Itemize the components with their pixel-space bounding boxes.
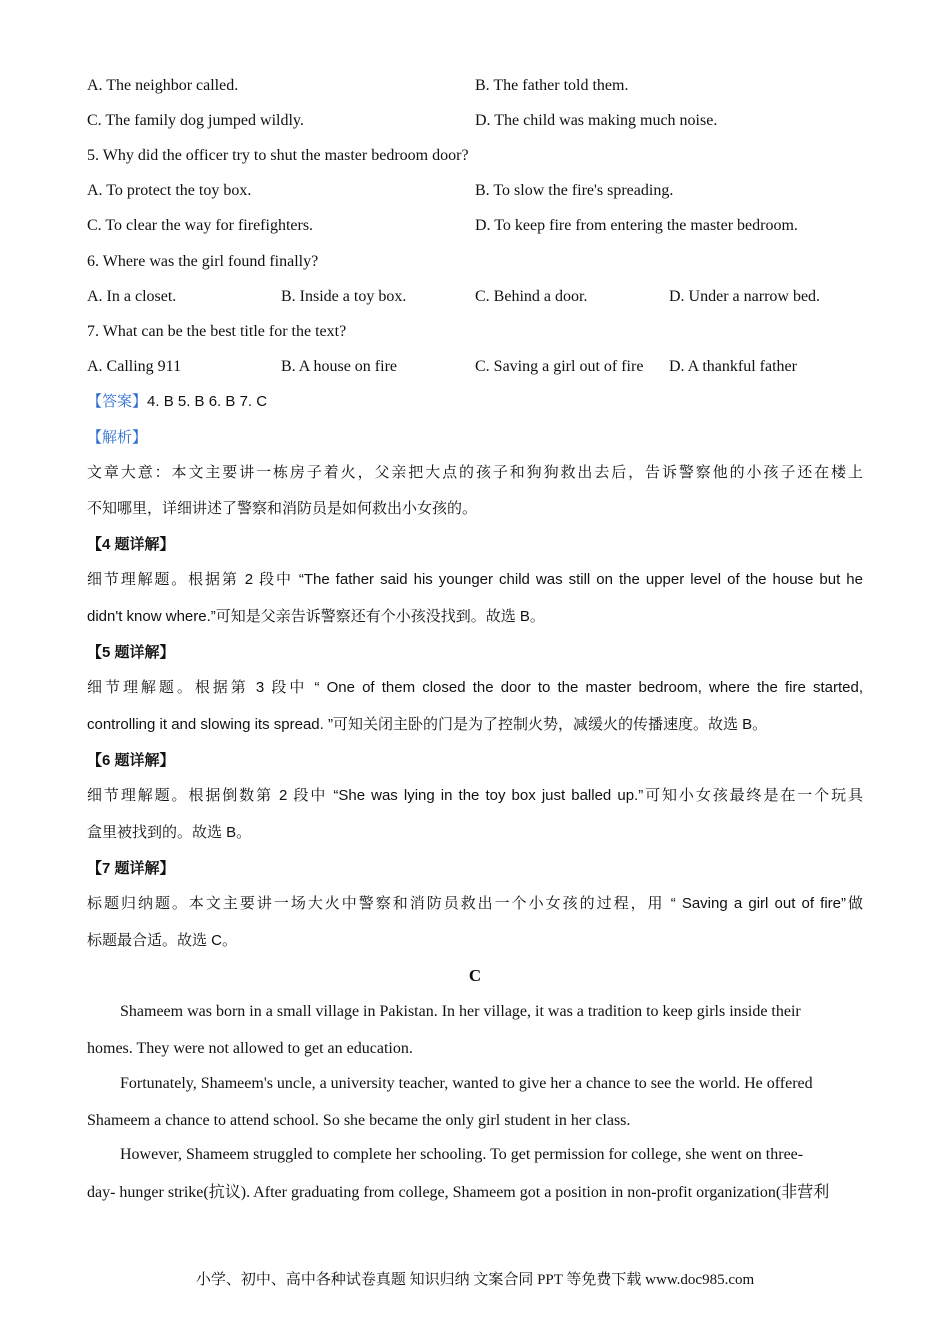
q4-option-a: A. The neighbor called. [87, 77, 239, 94]
q7-option-d: D. A thankful father [669, 358, 797, 375]
q7-explanation-title: 【7 题详解】 [87, 860, 175, 877]
q7-explanation-line-1: 标题归纳题。本文主要讲一场大火中警察和消防员救出一个小女孩的过程，用 “ Saving a girl out of fire”做 [87, 895, 863, 912]
q4-explanation-line-2: didn't know where.”可知是父亲告诉警察还有个小孩没找到。故选 B。 [87, 608, 545, 625]
passage-p1-line-2: homes. They were not allowed to get an education. [87, 1040, 413, 1057]
page-footer: 小学、初中、高中各种试卷真题 知识归纳 文案合同 PPT 等免费下载 www.doc985.com [195, 1272, 755, 1288]
q7-option-c: C. Saving a girl out of fire [475, 358, 644, 375]
q6-option-a: A. In a closet. [87, 288, 177, 305]
answer-label: 【答案】 [87, 393, 148, 410]
passage-p2-line-1: Fortunately, Shameem's uncle, a university teacher, wanted to give her a chance to see the world. He offered [120, 1075, 813, 1092]
q6-explanation-title: 【6 题详解】 [87, 752, 175, 769]
q4-option-b: B. The father told them. [475, 77, 629, 94]
q7-question: 7. What can be the best title for the text? [87, 323, 347, 340]
q7-option-a: A. Calling 911 [87, 358, 182, 375]
q4-explanation-title: 【4 题详解】 [87, 536, 175, 553]
q6-option-c: C. Behind a door. [475, 288, 588, 305]
q5-explanation-title: 【5 题详解】 [87, 644, 175, 661]
q4-option-d: D. The child was making much noise. [475, 112, 718, 129]
q4-explanation-line-1: 细节理解题。根据第 2 段中 “The father said his younger child was still on the upper level of the house but he [87, 571, 863, 588]
q6-explanation-line-1: 细节理解题。根据倒数第 2 段中 “She was lying in the toy box just balled up.”可知小女孩最终是在一个玩具 [87, 787, 863, 804]
q5-question: 5. Why did the officer try to shut the master bedroom door? [87, 147, 469, 164]
answer-values: 4. B 5. B 6. B 7. C [147, 393, 268, 410]
passage-p2-line-2: Shameem a chance to attend school. So she became the only girl student in her class. [87, 1112, 631, 1129]
passage-heading: C [468, 966, 482, 985]
summary-line-1: 文章大意：本文主要讲一栋房子着火，父亲把大点的孩子和狗狗救出去后，告诉警察他的小孩子还在楼上 [87, 464, 863, 481]
q6-option-d: D. Under a narrow bed. [669, 288, 821, 305]
analysis-label: 【解析】 [87, 429, 148, 446]
q5-option-d: D. To keep fire from entering the master bedroom. [475, 217, 798, 234]
passage-p3-line-2: day- hunger strike(抗议). After graduating from college, Shameem got a position in non-profit organization(非营利 [87, 1184, 830, 1201]
q5-option-a: A. To protect the toy box. [87, 182, 252, 199]
q4-option-c: C. The family dog jumped wildly. [87, 112, 304, 129]
q5-explanation-line-1: 细节理解题。根据第 3 段中 “ One of them closed the door to the master bedroom, where the fire started, [87, 679, 863, 696]
q5-explanation-line-2: controlling it and slowing its spread. ”可知关闭主卧的门是为了控制火势，减缓火的传播速度。故选 B。 [87, 716, 768, 733]
q7-option-b: B. A house on fire [281, 358, 397, 375]
summary-line-2: 不知哪里，详细讲述了警察和消防员是如何救出小女孩的。 [87, 500, 478, 517]
q6-question: 6. Where was the girl found finally? [87, 253, 319, 270]
q5-option-c: C. To clear the way for firefighters. [87, 217, 314, 234]
q5-option-b: B. To slow the fire's spreading. [475, 182, 674, 199]
answer-line [87, 392, 267, 412]
q6-explanation-line-2: 盒里被找到的。故选 B。 [87, 824, 252, 841]
q6-option-b: B. Inside a toy box. [281, 288, 407, 305]
passage-p1-line-1: Shameem was born in a small village in Pakistan. In her village, it was a tradition to keep girls inside their [120, 1003, 801, 1020]
q7-explanation-line-2: 标题最合适。故选 C。 [87, 932, 238, 949]
passage-p3-line-1: However, Shameem struggled to complete her schooling. To get permission for college, she went on three- [120, 1146, 804, 1163]
